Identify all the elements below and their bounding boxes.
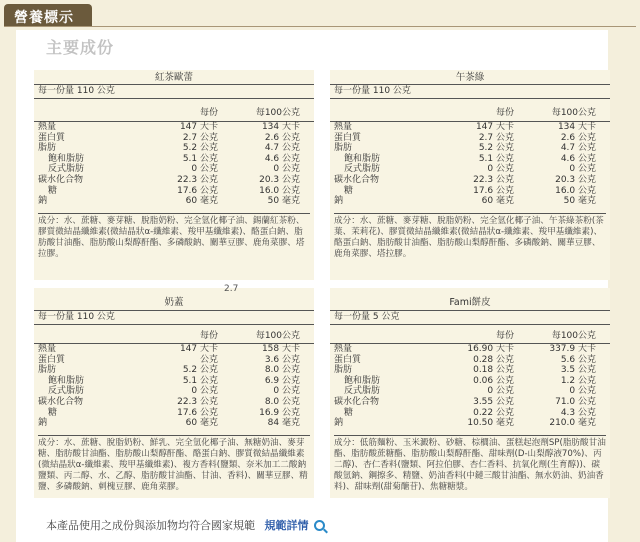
column-header-per-serving: 每份 bbox=[199, 331, 218, 341]
nutrient-label: 飽和脂肪 bbox=[48, 153, 85, 164]
per-100g-value: 50 毫克 bbox=[267, 196, 300, 207]
per-100g-value: 84 毫克 bbox=[267, 418, 300, 429]
per-serving-value: 5.1 公克 bbox=[182, 375, 218, 386]
nutrient-label: 脂肪 bbox=[334, 365, 353, 376]
per-serving-value: 22.3 公克 bbox=[473, 174, 514, 185]
ingredients-text: 成分：水、蔗糖、脫脂奶粉、鮮乳、完全氫化椰子油、無糖奶油、麥芽糖、脂肪酸甘油酯、脂肪酸山梨醇酐酯、酪蛋白鈉、膠質微結晶纖維素(微結晶狀α-纖維素、羧甲基纖維素)、複方香料(鹽類、奈米加工二酸鈉鹽類、丙二醇、水、乙醇、脂肪酸甘油酯、甘油、香料)、關華豆膠、精鹽、多磷酸鈉、刺槐豆膠、鹿角菜膠。 bbox=[38, 435, 310, 493]
nutrient-label: 飽和脂肪 bbox=[48, 375, 85, 386]
per-100g-value: 134 大卡 bbox=[557, 122, 596, 132]
card-title: 午茶綠 bbox=[455, 72, 485, 83]
per-serving-value: 16.90 大卡 bbox=[467, 344, 514, 354]
per-100g-value: 6.9 公克 bbox=[264, 375, 300, 386]
per-100g-value: 0 公克 bbox=[569, 386, 596, 397]
nutrient-row bbox=[330, 418, 610, 429]
nutrient-row bbox=[330, 397, 610, 408]
per-serving-value: 22.3 公克 bbox=[177, 396, 218, 407]
per-serving-value: 3.55 公克 bbox=[473, 396, 514, 407]
nutrient-label: 反式脂肪 bbox=[344, 164, 381, 175]
column-header-per-100g: 每100公克 bbox=[551, 108, 596, 118]
serving-size: 每一份量 110 公克 bbox=[34, 84, 314, 99]
nutrient-label: 反式脂肪 bbox=[344, 386, 381, 397]
per-serving-value: 0 公克 bbox=[487, 164, 514, 175]
nutrient-label: 碳水化合物 bbox=[38, 396, 84, 407]
nutrient-label: 蛋白質 bbox=[38, 354, 66, 365]
nutrient-label: 鈉 bbox=[334, 196, 344, 207]
per-100g-value: 20.3 公克 bbox=[259, 174, 300, 185]
ingredients-text: 成分：水、蔗糖、麥芽糖、脫脂奶粉、完全氫化椰子油、錫蘭紅茶粉、膠質微結晶纖維素(微結晶狀α-纖維素、羧甲基纖維素)、酪蛋白鈉、脂肪酸甘油酯、脂肪酸山梨醇酐酯、多磷酸鈉、關華豆膠、鹿角菜膠、塔拉膠。 bbox=[38, 213, 310, 260]
per-serving-value: 60 毫克 bbox=[185, 196, 218, 207]
per-serving-value: 5.1 公克 bbox=[182, 153, 218, 164]
serving-size: 每一份量 5 公克 bbox=[330, 310, 610, 325]
nutrient-row bbox=[34, 376, 314, 387]
per-100g-value: 5.6 公克 bbox=[560, 354, 596, 365]
per-serving-value: 17.6 公克 bbox=[473, 185, 514, 196]
per-serving-value: 17.6 公克 bbox=[177, 185, 218, 196]
footer-text: 本產品使用之成份與添加物均符合國家規範 bbox=[46, 519, 255, 532]
per-100g-value: 8.0 公克 bbox=[264, 396, 300, 407]
per-100g-value: 210.0 毫克 bbox=[549, 418, 596, 429]
nutrition-card-black-tea-latte bbox=[34, 70, 314, 280]
nutrient-row bbox=[34, 186, 314, 197]
per-serving-value: 147 大卡 bbox=[179, 122, 218, 132]
nutrient-row bbox=[34, 418, 314, 429]
per-serving-value: 60 毫克 bbox=[481, 196, 514, 207]
per-serving-value: 0 公克 bbox=[191, 164, 218, 175]
per-100g-value: 8.0 公克 bbox=[264, 365, 300, 376]
nutrient-row bbox=[34, 122, 314, 133]
nutrient-label: 飽和脂肪 bbox=[344, 375, 381, 386]
column-headers bbox=[330, 331, 610, 342]
nutrient-rows bbox=[34, 121, 314, 207]
nutrition-label-tab[interactable]: 營養標示 bbox=[4, 4, 92, 27]
per-100g-value: 16.0 公克 bbox=[259, 185, 300, 196]
column-headers bbox=[330, 108, 610, 119]
nutrient-row bbox=[330, 365, 610, 376]
tab-divider bbox=[4, 26, 636, 27]
nutrition-card-milk-cap bbox=[34, 284, 314, 498]
per-100g-value: 158 大卡 bbox=[261, 344, 300, 354]
column-headers bbox=[34, 108, 314, 119]
nutrient-row bbox=[330, 175, 610, 186]
per-100g-value: 2.6 公克 bbox=[560, 132, 596, 143]
per-100g-value: 16.9 公克 bbox=[259, 407, 300, 418]
nutrient-row bbox=[34, 355, 314, 366]
nutrient-rows bbox=[330, 343, 610, 429]
nutrient-label: 鈉 bbox=[334, 418, 344, 429]
per-100g-value: 3.5 公克 bbox=[560, 365, 596, 376]
per-100g-value: 71.0 公克 bbox=[555, 396, 596, 407]
per-serving-value: 2.7 公克 bbox=[478, 132, 514, 143]
nutrient-row bbox=[330, 122, 610, 133]
nutrient-row bbox=[34, 365, 314, 376]
nutrient-row bbox=[330, 186, 610, 197]
per-100g-value: 3.6 公克 bbox=[264, 354, 300, 365]
nutrient-label: 糖 bbox=[344, 185, 354, 196]
nutrient-label: 熱量 bbox=[38, 122, 57, 132]
per-serving-value: 17.6 公克 bbox=[177, 407, 218, 418]
per-100g-value: 4.7 公克 bbox=[264, 143, 300, 154]
nutrient-label: 蛋白質 bbox=[334, 354, 362, 365]
nutrient-row bbox=[34, 386, 314, 397]
nutrient-label: 糖 bbox=[48, 407, 58, 418]
footer-note bbox=[46, 517, 325, 533]
nutrient-row bbox=[330, 355, 610, 366]
per-serving-value: 5.2 公克 bbox=[182, 143, 218, 154]
per-serving-value: 22.3 公克 bbox=[177, 174, 218, 185]
per-100g-value: 2.6 公克 bbox=[264, 132, 300, 143]
nutrient-label: 鈉 bbox=[38, 196, 48, 207]
card-top-note: 2.7 bbox=[224, 284, 239, 294]
per-serving-value: 10.50 毫克 bbox=[467, 418, 514, 429]
nutrient-row bbox=[330, 164, 610, 175]
per-100g-value: 20.3 公克 bbox=[555, 174, 596, 185]
nutrient-rows bbox=[330, 121, 610, 207]
nutrient-label: 糖 bbox=[344, 407, 354, 418]
nutrition-card-fami-crust bbox=[330, 288, 610, 498]
nutrient-label: 反式脂肪 bbox=[48, 164, 85, 175]
column-header-per-100g: 每100公克 bbox=[255, 331, 300, 341]
nutrient-label: 碳水化合物 bbox=[334, 174, 380, 185]
per-serving-value: 147 大卡 bbox=[179, 344, 218, 354]
nutrient-label: 鈉 bbox=[38, 418, 48, 429]
per-100g-value: 4.7 公克 bbox=[560, 143, 596, 154]
nutrient-label: 熱量 bbox=[334, 344, 353, 354]
column-header-per-100g: 每100公克 bbox=[551, 331, 596, 341]
nutrient-row bbox=[330, 344, 610, 355]
per-serving-value: 60 毫克 bbox=[185, 418, 218, 429]
per-100g-value: 0 公克 bbox=[273, 164, 300, 175]
column-header-per-serving: 每份 bbox=[199, 108, 218, 118]
nutrient-rows bbox=[34, 343, 314, 429]
nutrient-row bbox=[330, 143, 610, 154]
nutrient-row bbox=[34, 196, 314, 207]
nutrient-row bbox=[330, 154, 610, 165]
nutrient-row bbox=[34, 143, 314, 154]
ingredients-text: 成分：低筋麵粉、玉米澱粉、砂糖、棕櫚油、蛋糕起泡劑SP(脂肪酸甘油酯、脂肪酸蔗糖酯、脂肪酸山梨醇酐酯、甜味劑(D-山梨醇液70%)、丙二醇)、杏仁香料(鹽類、阿拉伯膠、杏仁香料、抗氧化劑(生育醇))、碳酸氫鈉、鋼擦多、精鹽、奶油香料(中鏈三酸甘油酯、無水奶油、奶油香料)、甜味劑(甜菊醣苷)、焦糖糖漿。 bbox=[334, 435, 606, 493]
card-title: 紅茶歐蕾 bbox=[154, 72, 193, 83]
nutrient-row bbox=[34, 133, 314, 144]
nutrient-label: 糖 bbox=[48, 185, 58, 196]
per-serving-value: 公克 bbox=[199, 354, 218, 365]
ingredients-text: 成分：水、蔗糖、麥芽糖、脫脂奶粉、完全氫化椰子油、午茶綠茶粉(茶葉、茉莉花)、膠質微結晶纖維素(微結晶狀α-纖維素、羧甲基纖維素)、酪蛋白鈉、脂肪酸甘油酯、脂肪酸山梨醇酐酯、多磷酸鈉、關華豆膠、鹿角菜膠、塔拉膠。 bbox=[334, 213, 606, 260]
nutrient-row bbox=[330, 408, 610, 419]
nutrient-row bbox=[330, 386, 610, 397]
section-title: 主要成份 bbox=[46, 38, 115, 57]
per-100g-value: 16.0 公克 bbox=[555, 185, 596, 196]
nutrition-card-afternoon-green bbox=[330, 70, 610, 280]
nutrient-label: 反式脂肪 bbox=[48, 386, 85, 397]
per-serving-value: 0.22 公克 bbox=[473, 407, 514, 418]
nutrient-label: 脂肪 bbox=[38, 365, 57, 376]
nutrient-label: 脂肪 bbox=[334, 143, 353, 154]
per-100g-value: 1.2 公克 bbox=[560, 375, 596, 386]
column-header-per-serving: 每份 bbox=[495, 108, 514, 118]
per-100g-value: 0 公克 bbox=[273, 386, 300, 397]
card-title: Fami餅皮 bbox=[449, 297, 491, 308]
per-100g-value: 4.3 公克 bbox=[560, 407, 596, 418]
column-headers bbox=[34, 331, 314, 342]
nutrient-label: 脂肪 bbox=[38, 143, 57, 154]
nutrient-row bbox=[34, 154, 314, 165]
nutrient-label: 熱量 bbox=[334, 122, 353, 132]
content-panel bbox=[16, 30, 608, 542]
per-100g-value: 4.6 公克 bbox=[264, 153, 300, 164]
nutrient-row bbox=[34, 344, 314, 355]
per-100g-value: 50 毫克 bbox=[563, 196, 596, 207]
nutrient-label: 碳水化合物 bbox=[38, 174, 84, 185]
per-serving-value: 0.28 公克 bbox=[473, 354, 514, 365]
per-serving-value: 5.2 公克 bbox=[182, 365, 218, 376]
nutrient-row bbox=[34, 175, 314, 186]
serving-size: 每一份量 110 公克 bbox=[34, 310, 314, 325]
serving-size: 每一份量 110 公克 bbox=[330, 84, 610, 99]
magnifier-icon[interactable] bbox=[314, 520, 325, 531]
per-100g-value: 0 公克 bbox=[569, 164, 596, 175]
per-serving-value: 2.7 公克 bbox=[182, 132, 218, 143]
nutrient-row bbox=[34, 397, 314, 408]
per-100g-value: 134 大卡 bbox=[261, 122, 300, 132]
nutrient-row bbox=[330, 196, 610, 207]
column-header-per-serving: 每份 bbox=[495, 331, 514, 341]
per-serving-value: 5.2 公克 bbox=[478, 143, 514, 154]
nutrient-label: 蛋白質 bbox=[38, 132, 66, 143]
column-header-per-100g: 每100公克 bbox=[255, 108, 300, 118]
nutrient-row bbox=[330, 376, 610, 387]
nutrient-label: 飽和脂肪 bbox=[344, 153, 381, 164]
per-serving-value: 0.06 公克 bbox=[473, 375, 514, 386]
per-serving-value: 0 公克 bbox=[191, 386, 218, 397]
nutrient-row bbox=[330, 133, 610, 144]
per-100g-value: 4.6 公克 bbox=[560, 153, 596, 164]
per-100g-value: 337.9 大卡 bbox=[549, 344, 596, 354]
nutrient-row bbox=[34, 164, 314, 175]
nutrient-label: 蛋白質 bbox=[334, 132, 362, 143]
per-serving-value: 0.18 公克 bbox=[473, 365, 514, 376]
nutrient-label: 碳水化合物 bbox=[334, 396, 380, 407]
nutrient-label: 熱量 bbox=[38, 344, 57, 354]
card-title: 奶蓋 bbox=[164, 297, 184, 308]
regulation-details-link[interactable]: 規範詳情 bbox=[264, 519, 309, 532]
per-serving-value: 5.1 公克 bbox=[478, 153, 514, 164]
nutrient-row bbox=[34, 408, 314, 419]
per-serving-value: 0 公克 bbox=[487, 386, 514, 397]
per-serving-value: 147 大卡 bbox=[475, 122, 514, 132]
